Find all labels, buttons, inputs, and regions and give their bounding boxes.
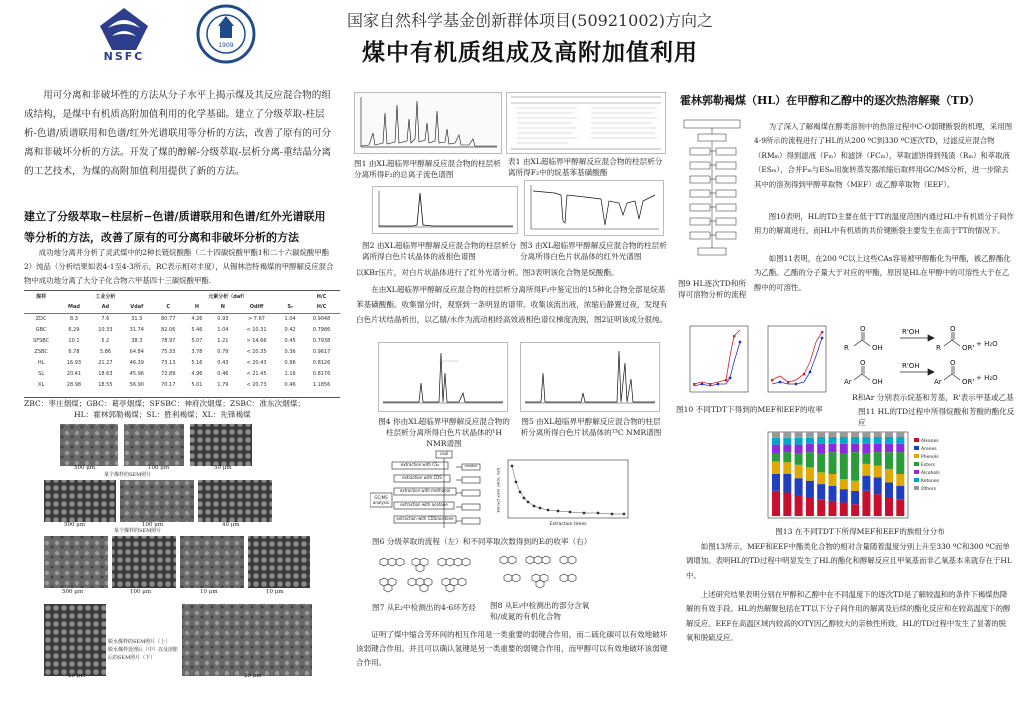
- sem-caption: 某个煤样的SEM照片: [104, 472, 152, 478]
- table-header: 煤样: [36, 294, 47, 300]
- table-cell: 0.9048: [312, 315, 331, 322]
- legend-swatch: [914, 470, 919, 474]
- fig6-caption: 图6 分级萃取的流程（左）和不同萃取次数得到的Eᵢ的收率（右）: [372, 537, 592, 546]
- fig13-bar-segment: [874, 432, 882, 437]
- fig13-bar-segment: [829, 452, 837, 474]
- table-cell: 1.04: [284, 315, 296, 322]
- fig10-eef-yield-plot: [758, 322, 830, 400]
- coal-analysis-table: [24, 290, 340, 398]
- fig13-bar-segment: [817, 437, 825, 444]
- table-column-header: C: [153, 302, 184, 313]
- table-cell: 8.3: [69, 315, 78, 322]
- table-cell: 5.2: [101, 337, 110, 344]
- right-text-5: 上述研究结果表明分别在甲醇和乙醇中在不同温度下的逐次TD是了解较温和的条件下褐煤热降解的有效手段。HL的热解聚包括在TT以下分子间作用的解离及后续的酯化反应和在较高温度下的醇解反应。EEF在高温区域内较高的OTY因乙醇较大的亲核性所致。HL的TD过程中发生了显著的脱氧和脱硫反应。: [686, 590, 1011, 643]
- fig13-bar-segment: [783, 445, 791, 453]
- table-cell: 72.89: [161, 370, 176, 377]
- fig6-extraction-flowchart: [370, 450, 488, 532]
- legend-label: Ketones: [921, 479, 939, 484]
- table-cell: 78.97: [161, 337, 176, 344]
- sem-caption-line: 脱水煤样的SEM照片（上）: [108, 639, 171, 645]
- fig13-bar-segment: [862, 491, 870, 516]
- table-cell: 0.42: [284, 326, 296, 333]
- flow-step: extraction with methanol: [399, 488, 451, 493]
- table1-image: [506, 92, 666, 154]
- table-cell: ZSBC: [34, 348, 48, 355]
- table-cell: 4.96: [191, 370, 203, 377]
- table-cell: 1.79: [217, 381, 229, 388]
- table-header: 工业分析: [95, 294, 116, 300]
- legend-label: Arenes: [921, 447, 937, 452]
- right-section-title: 霍林郭勒褐煤（HL）在甲醇和乙醇中的逐次热溶解聚（TD）: [680, 94, 980, 107]
- svg-text:OR': OR': [962, 378, 975, 386]
- svg-text:O: O: [860, 359, 866, 367]
- legend-label: Others: [921, 487, 937, 492]
- fig9-caption: 图9 HL逐次TD和所得可溶物分析的流程: [678, 279, 747, 299]
- fig13-bar-segment: [783, 462, 791, 474]
- fig13-bar-segment: [806, 467, 814, 480]
- sem-scale-label: 10 μm: [266, 589, 284, 595]
- fig13-bar-segment: [874, 477, 882, 494]
- sem-scale-label: 100 μm: [130, 589, 152, 595]
- fig13-bar-segment: [806, 481, 814, 498]
- svg-text:OR': OR': [962, 344, 975, 352]
- svg-text:Ar: Ar: [934, 378, 942, 386]
- legend-label: Alkanes: [921, 439, 939, 444]
- table-cell: < 21.45: [246, 370, 267, 377]
- fig8-caption: 图8 从E₃中检测出的部分含氧和/或氮的有机化合物: [490, 601, 590, 621]
- fig13-bar-segment: [829, 486, 837, 501]
- sem-scale-label: 20 μm: [68, 673, 86, 679]
- table-cell: SL: [38, 370, 45, 377]
- table-column-header: N: [210, 302, 236, 313]
- table-cell: 45.96: [129, 370, 144, 377]
- table-cell: > 14.66: [246, 337, 267, 344]
- right-text-1: 为了深入了解褐煤在醇类溶剂中的热溶过程中C-O弱键断裂的机理，采用图4-9所示的流程进行了HL的从200 ºC到330 ºC逐次TD，过滤反应混合物（RMₘ）得到滤液（Fₘ）和滤饼（FCₘ），萃取滤饼得到残渣（Rₘ）和萃取液（ESₘ），合并Fₘ与ESₘ用旋转蒸发器浓缩后取样用GC/MS分析，进一步除去其中的溶剂得到甲醇萃取物（MEF）或乙醇萃取物（EEF）。: [754, 122, 1013, 189]
- fig13-bar-segment: [896, 432, 904, 437]
- table-header: H/C: [316, 293, 327, 300]
- fig13-bar-segment: [885, 498, 893, 516]
- fig3-ir-spectrum: [524, 180, 664, 236]
- reaction-water-product: + H₂O: [976, 340, 998, 348]
- table-cell: 18.55: [98, 381, 113, 388]
- fig13-bar-segment: [772, 461, 780, 474]
- sem-scale-label: 500 μm: [64, 522, 86, 528]
- table-row: [24, 368, 340, 379]
- table-column-header: Sₜ: [277, 302, 303, 313]
- fig13-bar-segment: [795, 453, 803, 465]
- table-cell: 80.77: [161, 315, 176, 322]
- fig13-bar-segment: [806, 444, 814, 452]
- table-cell: 16.93: [66, 359, 82, 366]
- fig13-bar-segment: [862, 476, 870, 491]
- fig13-bar-segment: [851, 481, 859, 491]
- table-cell: > 7.67: [248, 315, 265, 322]
- svg-text:O: O: [950, 359, 956, 367]
- fig13-bar-segment: [806, 498, 814, 516]
- fig1-caption: 图1 由XL超临界甲醇解反应混合物的柱层析分离所得F₂的总离子流色谱图: [354, 159, 501, 179]
- fig13-bar-segment: [851, 491, 859, 504]
- fig13-bar-segment: [874, 494, 882, 516]
- sem-caption: [108, 638, 180, 662]
- table-cell: 75.33: [161, 348, 176, 355]
- table-row: [24, 313, 340, 324]
- fig3-caption: 图3 由XL超临界甲醇解反应混合物的柱层析分离所得白色片状晶体的红外光谱图: [520, 241, 667, 261]
- table-column-header: Ad: [90, 302, 121, 313]
- fig7-caption: 图7 从E₂中检测出的4-6环芳烃: [372, 603, 476, 612]
- right-text-2: 图10表明，HL的TD主要在低于TT的温度范围内通过HL中有机质分子间作用力的解离进行，而HL中有机质的共价键断裂主要发生在高于TT的情况下。: [754, 212, 1014, 236]
- legend-swatch: [914, 462, 919, 466]
- table-cell: 1.04: [217, 326, 229, 333]
- table-row: [24, 346, 340, 357]
- poster-subtitle: 国家自然科学基金创新群体项目(50921002)方向之: [347, 11, 713, 30]
- fig6-ylabel: Extract yield (wt%, daf): [495, 467, 501, 513]
- table-cell: 56.90: [129, 381, 144, 388]
- table-cell: 6.29: [68, 326, 80, 333]
- table-cell: SFSBC: [33, 337, 50, 344]
- table-cell: 0.36: [284, 348, 296, 355]
- table-note: [24, 398, 344, 420]
- fig11-caption: 图11 HL的TD过程中所得烷酸和芳酸的酯化反应: [858, 407, 1015, 427]
- fig13-bar-segment: [885, 432, 893, 437]
- fig13-bar-segment: [840, 503, 848, 516]
- fig13-bar-segment: [896, 486, 904, 499]
- reaction-note: R和Ar 分别表示烷基和芳基，R'表示甲基或乙基: [852, 393, 1014, 402]
- table-row: [24, 379, 340, 390]
- table-cell: 18.63: [98, 370, 113, 377]
- legend-label: Phenols: [921, 455, 939, 460]
- fig13-bar-segment: [851, 437, 859, 444]
- table-cell: 64.84: [129, 348, 144, 355]
- table-cell: 21.27: [98, 359, 113, 366]
- sem-scale-label: 100 μm: [148, 465, 170, 471]
- legend-swatch: [914, 454, 919, 458]
- legend-label: Alcohols: [921, 471, 940, 476]
- table-cell: 46.39: [129, 359, 144, 366]
- fig13-legend-item: [914, 454, 948, 462]
- fig13-bar-segment: [829, 501, 837, 516]
- sem-image-panel: [44, 420, 324, 680]
- fig8-oxygen-nitrogen-structures: [496, 552, 586, 598]
- fig13-legend-item: [914, 470, 948, 478]
- sem-caption-line: 脱水煤样处理后（中）以及溶胀后的SEM照片（下）: [108, 647, 179, 661]
- table-row: [24, 324, 340, 335]
- table-cell: 73.13: [161, 359, 176, 366]
- fig13-bar-segment: [772, 445, 780, 453]
- fig13-bar-segment: [783, 438, 791, 445]
- fig13-bar-segment: [874, 466, 882, 478]
- legend-swatch: [914, 438, 919, 442]
- table-cell: 10.33: [98, 326, 113, 333]
- fig2-caption: 图2 由XL超临界甲醇解反应混合物的柱层析分离所得白色片状晶体的液相色谱图: [362, 241, 517, 261]
- table-cell: 0.7986: [312, 326, 331, 333]
- fig13-bar-segment: [772, 453, 780, 461]
- fig13-bar-segment: [795, 445, 803, 453]
- svg-text:O: O: [950, 325, 956, 333]
- table-header: 元素分析（daf）: [208, 294, 248, 300]
- fig13-bar-segment: [862, 444, 870, 454]
- fig13-bar-segment: [817, 454, 825, 472]
- fig13-caption: 图13 在不同TDT下所得MEF和EEF的族组分分布: [775, 527, 945, 536]
- fig13-bar-segment: [862, 432, 870, 437]
- fig13-bar-segment: [862, 464, 870, 476]
- nsfc-logo-text: NSFC: [103, 50, 145, 63]
- fig13-bar-segment: [885, 444, 893, 452]
- fig13-bar-segment: [851, 452, 859, 481]
- svg-text:OH: OH: [872, 378, 883, 386]
- fig13-bar-segment: [783, 492, 791, 516]
- table-cell: 70.17: [161, 381, 176, 388]
- fig13-bar-segment: [885, 437, 893, 444]
- fig1-chromatogram: [354, 92, 502, 154]
- table-cell: XL: [38, 381, 45, 388]
- sem-caption: 某个煤样的SEM照片: [114, 528, 162, 534]
- fig5-c-nmr: [520, 342, 660, 412]
- fig13-bar-segment: [817, 472, 825, 484]
- sem-scale-label: 50 μm: [214, 465, 232, 471]
- table-note-line: HL：霍林郭勒褐煤；SL：胜利褐煤；XL：先锋褐煤: [74, 410, 251, 419]
- svg-text:R: R: [844, 344, 849, 352]
- fig13-bar-segment: [829, 437, 837, 444]
- fig7-aromatic-structures: [376, 554, 480, 598]
- fig6-yield-plot: [494, 456, 634, 532]
- table-cell: 38.3: [131, 337, 143, 344]
- table1-caption: 表1 由XL超临界甲醇解反应混合物的柱层析分离所得F₂中的烷基苯基磺酸酯: [508, 157, 663, 177]
- table-column-header: Odiff: [236, 302, 277, 313]
- table-cell: 5.01: [191, 381, 203, 388]
- table-cell: < 20.43: [246, 359, 267, 366]
- sem-scale-label: 500 μm: [74, 465, 96, 471]
- svg-text:R'OH: R'OH: [902, 328, 920, 336]
- fig13-bar-segment: [783, 432, 791, 438]
- table-cell: 5.16: [191, 359, 203, 366]
- table-cell: 0.8126: [312, 359, 331, 366]
- fig13-legend-item: [914, 486, 948, 494]
- fig13-legend-item: [914, 446, 948, 454]
- fig13-bar-segment: [817, 484, 825, 499]
- fig13-group-composition-chart: [764, 430, 944, 522]
- cumt-logo: [196, 4, 256, 64]
- table-cell: 4.26: [191, 315, 203, 322]
- table-cell: 28.98: [66, 381, 82, 388]
- table-cell: 0.8176: [312, 370, 331, 377]
- table-cell: 0.93: [217, 315, 229, 322]
- table-cell: < 20.73: [246, 381, 267, 388]
- fig13-bar-segment: [806, 432, 814, 438]
- fig11-esterification-reactions: [840, 324, 1010, 394]
- nsfc-logo: [78, 6, 170, 64]
- fig13-bar-segment: [817, 444, 825, 454]
- fig13-bar-segment: [840, 437, 848, 444]
- table-cell: 1.16: [284, 370, 296, 377]
- table-cell: 82.06: [161, 326, 176, 333]
- table-cell: 0.9617: [312, 348, 331, 355]
- fig4-caption: 图4 你由XL超临界甲醇解反应混合物的柱层析分离所得白色片状晶体的¹H NMR谱图: [378, 417, 510, 448]
- fig13-bar-segment: [806, 452, 814, 467]
- fig4-h-nmr: [378, 342, 508, 412]
- fig10-caption: 图10 不同TDT下得到的MEF和EEF的收率: [676, 405, 823, 414]
- fig10-mef-yield-plot: [680, 322, 752, 400]
- sem-scale-label: 500 μm: [62, 589, 84, 595]
- middle-text-3: 证明了煤中缩合芳环间的相互作用是一类重要的弱键合作用，而二硫化碳可以有效地破坏该弱键合作用。并且可以确认氢键是另一类重要的弱键合作用，而甲醇可以有效地破坏该弱键合作用。: [356, 630, 668, 667]
- fig13-bar-segment: [840, 444, 848, 454]
- fig13-bar-segment: [874, 444, 882, 452]
- fig13-bar-segment: [896, 444, 904, 452]
- table-row: [24, 357, 340, 368]
- table-column-header: H/C: [303, 302, 340, 313]
- svg-text:R: R: [936, 344, 941, 352]
- table-note-line: ZBC：枣庄烟煤；GBC：葛亭烟煤；SFSBC：神府次烟煤；ZSBC：准东次烟煤；: [24, 399, 306, 408]
- right-text-4: 如图13所示，MEF和EEF中酯类化合物的相对含量随着温度分别上升至330 ºC和300 ºC而单调增加。表明HL的TD过程中明显发生了HL的酯化和醇解反应且甲氧基而非乙氧基本来就存在于HL中。: [686, 542, 1012, 580]
- right-text-3: 如图11表明，在200 ºC以上这些CAs容易被甲醇酯化为甲酯，被乙醇酯化为乙酯。乙酯的分子量大于对应的甲酯，原因是HL在甲醇中的可溶性大于在乙醇中的可溶性。: [754, 254, 1011, 292]
- fig13-bar-segment: [772, 474, 780, 491]
- fig13-bar-segment: [829, 444, 837, 452]
- left-section-text: 成功地分离并分析了灵武煤中的2种长链烷酸酯（二十四碳烷酸甲酯1和二十六碳烷酸甲酯2）纯品（分析结果如表4-1至4-3所示，RC表示相对丰度），从锡林浩特褐煤的甲醇解反应混合物中成功地分离了大分子化合物六甲基四十三碳烷酸甲酯.: [24, 248, 334, 285]
- table-cell: 10.1: [68, 337, 80, 344]
- sem-scale-label: 100 μm: [142, 522, 164, 528]
- fig13-bar-segment: [817, 432, 825, 437]
- fig5-caption: 图5 由XL超临界甲醇解反应混合物的柱层析分离所得白色片状晶体的¹³C NMR谱图: [520, 417, 662, 437]
- fig13-bar-segment: [851, 444, 859, 452]
- fig13-bar-segment: [862, 454, 870, 464]
- legend-label: Esters: [921, 463, 935, 468]
- table-cell: 31.3: [131, 315, 143, 322]
- table-cell: 1.21: [217, 337, 229, 344]
- table-cell: ZDC: [35, 315, 47, 322]
- fig13-bar-segment: [783, 452, 791, 462]
- fig13-bar-segment: [829, 432, 837, 437]
- fig13-bar-segment: [795, 465, 803, 478]
- table-column-header: Mad: [58, 302, 89, 313]
- fig13-legend: [914, 438, 948, 494]
- middle-text-2: 在由XL超临界甲醇解反应混合物的柱层析分离所得F₂中鉴定出的15种化合物全部是烷基苯基磺酸酯。收集馏分时，观察到一条明显的谱带。收集该流出液，浓缩后静置过夜，发现有白色片状结晶析出，以乙腈/水作为流动相经高效液相色谱仪梯度洗脱，图2证明该成分很纯。: [356, 285, 668, 324]
- fig13-bar-segment: [885, 469, 893, 482]
- table-column-header: [24, 302, 58, 313]
- left-section-title: 建立了分级萃取−柱层析−色谱/质谱联用和色谱/红外光谱联用等分析的方法，改善了原有的可分离和非破坏分析的方法: [24, 210, 326, 244]
- table-cell: 7.6: [101, 315, 110, 322]
- svg-text:OH: OH: [872, 344, 883, 352]
- fig13-bar-segment: [795, 478, 803, 495]
- fig13-bar-segment: [874, 437, 882, 444]
- table-cell: 3.78: [191, 348, 203, 355]
- fig13-bar-segment: [817, 499, 825, 516]
- fig6-xlabel: Extraction times: [549, 522, 587, 527]
- fig13-bar-segment: [783, 474, 791, 492]
- fig13-bar-segment: [840, 432, 848, 437]
- fig13-bar-segment: [885, 482, 893, 497]
- table-cell: 31.74: [129, 326, 144, 333]
- fig13-legend-item: [914, 462, 948, 470]
- table-cell: 0.96: [284, 359, 296, 366]
- fig13-bar-segment: [862, 437, 870, 444]
- flow-step: residue: [464, 464, 478, 468]
- fig9-td-flowchart: [680, 118, 744, 276]
- table-cell: HL: [37, 359, 45, 366]
- flow-step: extraction with CS₂: [400, 462, 440, 467]
- legend-swatch: [914, 478, 919, 482]
- flow-step: coal: [439, 451, 449, 456]
- fig13-bar-segment: [772, 438, 780, 445]
- fig2-lc-chromatogram: [372, 186, 518, 234]
- table-cell: 0.46: [217, 370, 229, 377]
- flow-step: extraction with acetone: [400, 502, 448, 507]
- poster-title: 煤中有机质组成及高附加值利用: [362, 39, 698, 66]
- table-cell: 5.86: [99, 348, 111, 355]
- fig13-legend-item: [914, 478, 948, 486]
- table-cell: 0.45: [284, 337, 296, 344]
- svg-text:Ar: Ar: [844, 378, 852, 386]
- table-cell: 0.79: [217, 348, 229, 355]
- table-cell: < 20.35: [246, 348, 267, 355]
- flow-step: extraction with CDS: [402, 475, 442, 480]
- fig13-bar-segment: [772, 491, 780, 516]
- fig13-bar-segment: [896, 452, 904, 474]
- cumt-logo-year: 1909: [218, 42, 234, 49]
- table-cell: GBC: [35, 326, 47, 333]
- fig13-bar-segment: [874, 452, 882, 465]
- flow-step: extraction with CDS/acetone: [396, 516, 454, 521]
- fig13-bar-segment: [795, 495, 803, 516]
- table-cell: 20.41: [66, 370, 82, 377]
- svg-text:R'OH: R'OH: [902, 362, 920, 370]
- table-cell: 5.46: [191, 326, 203, 333]
- svg-text:O: O: [860, 325, 866, 333]
- fig13-bar-segment: [840, 489, 848, 502]
- fig13-bar-segment: [885, 452, 893, 469]
- table-cell: 0.46: [284, 381, 296, 388]
- table-cell: 0.7938: [312, 337, 331, 344]
- fig13-bar-segment: [772, 432, 780, 438]
- fig13-bar-segment: [851, 504, 859, 516]
- fig13-bar-segment: [840, 479, 848, 489]
- fig13-bar-segment: [840, 454, 848, 479]
- table-cell: 1.1856: [312, 381, 331, 388]
- reaction-water-product: + H₂O: [976, 374, 998, 382]
- sem-scale-label: 40 μm: [222, 522, 240, 528]
- sem-scale-label: 20 μm: [244, 673, 262, 679]
- table-column-header: H: [184, 302, 210, 313]
- intro-paragraph: 用可分离和非破坏性的方法从分子水平上揭示煤及其反应混合物的组成结构，是煤中有机质高附加值利用的化学基础。建立了分级萃取-柱层析-色谱/质谱联用和色谱/红外光谱联用等分析的方法，改善了原有的可分离和非破坏分析的方法。开发了煤的醇解-分级萃取-层析分离-重结晶分离的工艺技术，为煤的高附加值利用提供了新的方法。: [24, 90, 332, 177]
- fig13-bar-segment: [795, 438, 803, 445]
- fig13-bar-segment: [795, 432, 803, 438]
- table-cell: 5.07: [191, 337, 203, 344]
- fig13-bar-segment: [896, 499, 904, 516]
- legend-swatch: [914, 446, 919, 450]
- fig13-bar-segment: [829, 474, 837, 486]
- table-row: [24, 335, 340, 346]
- table-cell: 0.43: [217, 359, 229, 366]
- legend-swatch: [914, 486, 919, 490]
- flow-step: GC/MS analysis: [372, 495, 390, 505]
- middle-text-1: 以KBr压片，对白片状晶体进行了红外光谱分析。图3表明该化合物是烷酸酯。: [356, 268, 619, 277]
- table-cell: 6.78: [68, 348, 80, 355]
- fig13-bar-segment: [896, 474, 904, 486]
- fig13-bar-segment: [806, 438, 814, 444]
- table-cell: < 10.31: [246, 326, 267, 333]
- fig13-bar-segment: [896, 437, 904, 444]
- fig13-bar-segment: [851, 432, 859, 437]
- fig13-legend-item: [914, 438, 948, 446]
- sem-scale-label: 10 μm: [200, 589, 218, 595]
- table-column-header: Vdaf: [121, 302, 152, 313]
